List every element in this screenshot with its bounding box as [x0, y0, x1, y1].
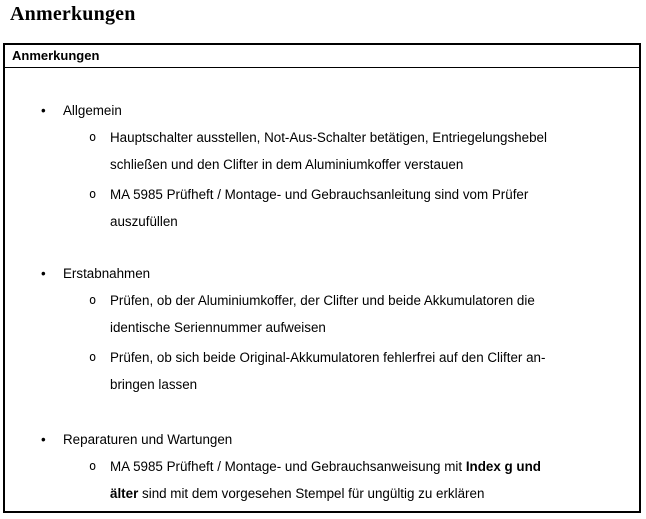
circle-bullet-icon: o — [89, 130, 97, 144]
list-item — [89, 124, 629, 178]
page-title: Anmerkungen — [10, 3, 136, 25]
table-header-cell: Anmerkungen — [5, 45, 639, 68]
anmerkungen-table — [3, 43, 641, 513]
list-item-text: Prüfen, ob der Aluminiumkoffer, der Clifter und beide Akkumulatoren die identische Seriennummer aufweisen — [110, 293, 535, 335]
circle-bullet-icon: o — [89, 459, 97, 473]
list-item — [89, 287, 629, 341]
section-label: Allgemein — [63, 103, 122, 118]
list-item — [89, 181, 629, 235]
bullet-icon: • — [41, 103, 46, 118]
list-item-text: Hauptschalter ausstellen, Not-Aus-Schalter betätigen, Entriegelungshebel schließen und den Clifter in dem Aluminiumkoffer verstauen — [110, 130, 547, 172]
list-item — [5, 260, 629, 287]
list-item — [89, 453, 629, 507]
circle-bullet-icon: o — [89, 293, 97, 307]
list-item — [89, 344, 629, 398]
bullet-icon: • — [41, 432, 46, 447]
list-item — [5, 97, 629, 124]
bullet-icon: • — [41, 266, 46, 281]
section-reparaturen-und-wartungen — [5, 426, 629, 507]
section-label: Erstabnahmen — [63, 266, 151, 281]
section-erstabnahmen — [5, 260, 629, 398]
list-item — [5, 426, 629, 453]
section-allgemein — [5, 97, 629, 235]
table-body-cell — [5, 68, 639, 511]
list-item-text: Prüfen, ob sich beide Original-Akkumulatoren fehlerfrei auf den Clifter an- bringen lassen — [110, 350, 546, 392]
list-item-text: MA 5985 Prüfheft / Montage- und Gebrauchsanweisung mit Index g und älter sind mit dem vorgesehen Stempel für ungültig zu erklären — [110, 459, 541, 501]
section-label: Reparaturen und Wartungen — [63, 432, 233, 447]
list-item-text: MA 5985 Prüfheft / Montage- und Gebrauchsanleitung sind vom Prüfer auszufüllen — [110, 187, 529, 229]
circle-bullet-icon: o — [89, 187, 97, 201]
circle-bullet-icon: o — [89, 350, 97, 364]
